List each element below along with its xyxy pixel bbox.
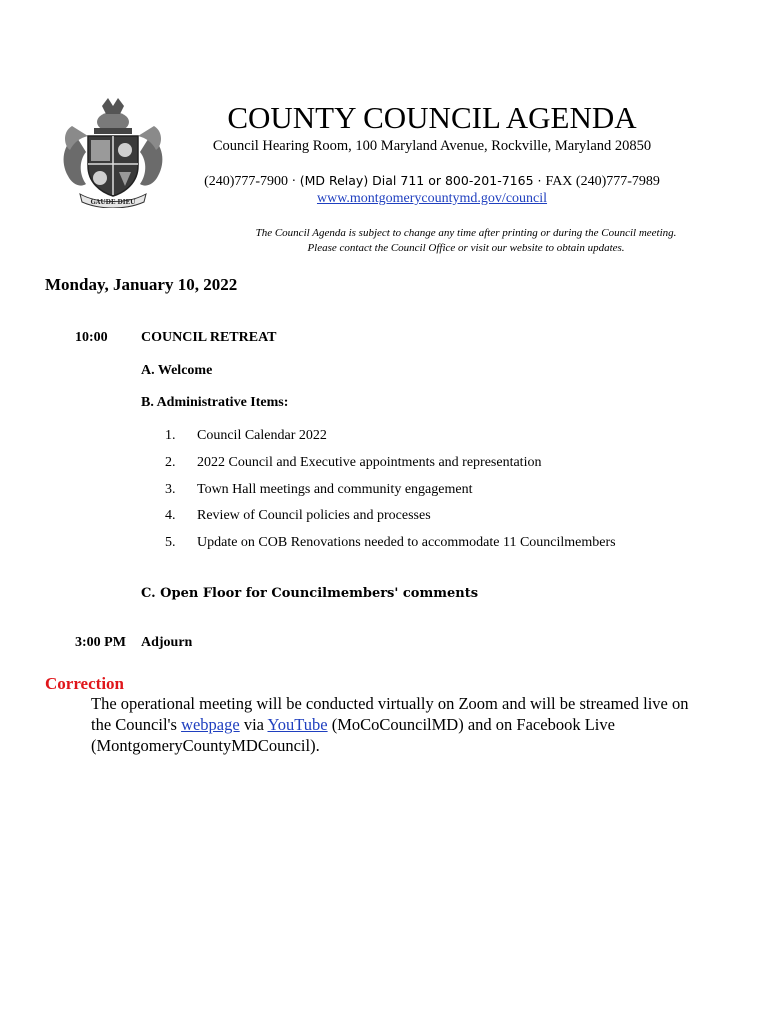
contact-line — [0, 173, 768, 190]
correction-text-part: via — [239, 715, 268, 734]
youtube-link[interactable]: YouTube — [267, 715, 328, 734]
item-number: 3. — [165, 482, 176, 497]
website-link[interactable]: www.montgomerycountymd.gov/council — [316, 191, 548, 206]
start-time: 10:00 — [75, 330, 108, 345]
disclaimer — [0, 226, 768, 256]
agenda-item: Review of Council policies and processes — [197, 508, 431, 523]
correction-heading: Correction — [45, 674, 124, 693]
agenda-item: Council Calendar 2022 — [197, 428, 327, 443]
section-b-administrative: B. Administrative Items: — [141, 395, 289, 410]
correction-text — [91, 693, 691, 756]
section-c-open-floor: C. Open Floor for Councilmembers' comments — [141, 586, 479, 601]
phone-number: (240)777-7900 · — [204, 174, 300, 189]
agenda-item: Update on COB Renovations needed to accommodate 11 Councilmembers — [197, 535, 616, 550]
fax-number: FAX (240)777-7989 — [545, 174, 660, 189]
agenda-item: 2022 Council and Executive appointments and representation — [197, 455, 542, 470]
disclaimer-line-2: Please contact the Council Office or visit our website to obtain updates. — [307, 242, 625, 254]
address-line: Council Hearing Room, 100 Maryland Avenue, Rockville, Maryland 20850 — [212, 138, 652, 154]
meeting-date: Monday, January 10, 2022 — [45, 275, 238, 294]
session-title: COUNCIL RETREAT — [141, 330, 277, 345]
adjourn-label: Adjourn — [141, 635, 193, 650]
correction-text-part: (MoCoCouncilMD) and on Facebook Live (MontgomeryCountyMDCouncil). — [91, 715, 615, 755]
end-time: 3:00 PM — [75, 635, 126, 650]
relay-number: (MD Relay) Dial 711 or 800-201-7165 · — [299, 173, 546, 188]
page-title: COUNTY COUNCIL AGENDA — [227, 100, 637, 135]
website-line — [0, 191, 768, 207]
item-number: 5. — [165, 535, 176, 550]
item-number: 4. — [165, 508, 176, 523]
correction-text-part: The operational meeting will be conducted virtually on Zoom and will be streamed live on the Council's — [91, 694, 689, 734]
item-number: 2. — [165, 455, 176, 470]
section-a-welcome: A. Welcome — [141, 363, 213, 378]
item-number: 1. — [165, 428, 176, 443]
svg-text:GAUDE DIEU: GAUDE DIEU — [90, 199, 136, 206]
webpage-link[interactable]: webpage — [181, 715, 240, 734]
agenda-item: Town Hall meetings and community engagement — [197, 482, 473, 497]
disclaimer-line-1: The Council Agenda is subject to change any time after printing or during the Council meeting. — [255, 227, 677, 239]
